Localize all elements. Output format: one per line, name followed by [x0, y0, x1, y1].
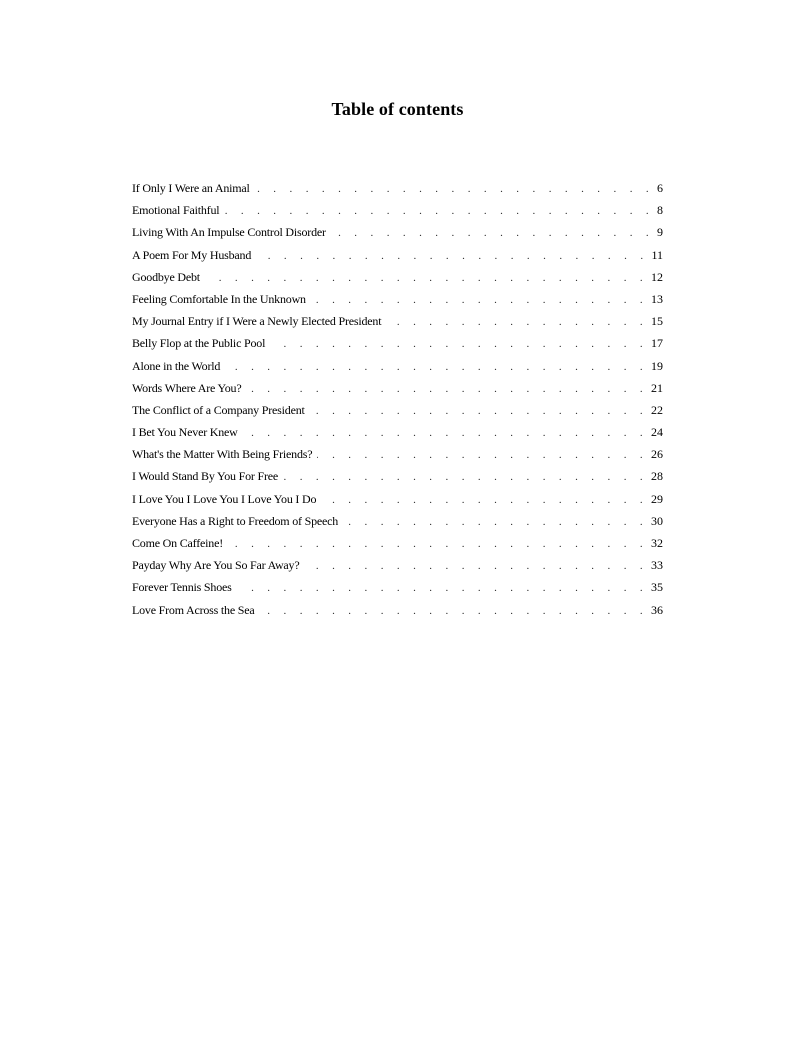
toc-dot-leader [386, 311, 648, 332]
toc-entry-page-number: 32 [651, 536, 663, 550]
toc-entry-page-number: 21 [651, 380, 663, 395]
toc-entry-title: A Poem For My Husband [132, 247, 252, 262]
toc-list [132, 177, 663, 621]
toc-entry[interactable] [132, 443, 663, 465]
toc-entry-title: Feeling Comfortable In the Unknown [132, 291, 306, 306]
toc-entry-page-number: 11 [651, 247, 663, 262]
toc-entry-title: Forever Tennis Shoes [132, 580, 232, 595]
toc-dot-leader [331, 222, 654, 243]
toc-dot-leader [304, 555, 648, 576]
toc-entry-title: I Would Stand By You For Free [132, 469, 279, 484]
toc-entry-title: Everyone Has a Right to Freedom of Speech [132, 513, 339, 528]
toc-entry-title: Alone in the World [132, 358, 221, 373]
toc-entry-page-number: 15 [651, 314, 663, 329]
toc-entry-page-number: 22 [651, 402, 663, 417]
toc-entry[interactable] [132, 221, 663, 243]
toc-entry-page-number: 29 [651, 491, 663, 506]
toc-entry-page-number: 9 [657, 225, 663, 240]
toc-entry-title: I Love You I Love You I Love You I Do [132, 491, 317, 506]
toc-entry[interactable] [132, 266, 663, 288]
toc-entry-page-number: 13 [651, 291, 663, 306]
toc-dot-leader [256, 245, 648, 266]
toc-dot-leader [237, 577, 648, 598]
toc-entry-page-number: 28 [651, 469, 663, 484]
toc-entry[interactable] [132, 377, 663, 399]
toc-entry-page-number: 33 [651, 558, 663, 573]
toc-entry-page-number: 8 [657, 203, 663, 218]
toc-dot-leader [225, 356, 648, 377]
toc-entry-title: What's the Matter With Being Friends? [132, 447, 313, 462]
toc-entry-page-number: 6 [657, 181, 663, 195]
toc-dot-leader [343, 511, 648, 532]
toc-entry[interactable] [132, 554, 663, 576]
toc-entry-title: Emotional Faithful [132, 203, 220, 218]
toc-dot-leader [246, 378, 648, 399]
toc-entry[interactable] [132, 488, 663, 510]
toc-entry[interactable] [132, 355, 663, 377]
toc-entry-page-number: 19 [651, 358, 663, 373]
toc-entry-page-number: 35 [651, 580, 663, 595]
toc-entry-title: My Journal Entry if I Were a Newly Elected President [132, 314, 382, 329]
toc-entry[interactable] [132, 288, 663, 310]
toc-entry[interactable] [132, 332, 663, 354]
toc-entry-page-number: 30 [651, 513, 663, 528]
toc-entry-title: Words Where Are You? [132, 380, 242, 395]
toc-dot-leader [205, 267, 648, 288]
toc-entry[interactable] [132, 244, 663, 266]
toc-title: Table of contents [331, 99, 464, 119]
toc-dot-leader [255, 178, 654, 199]
toc-entry[interactable] [132, 599, 663, 621]
toc-entry-title: Love From Across the Sea [132, 602, 255, 617]
toc-entry[interactable] [132, 465, 663, 487]
toc-entry[interactable] [132, 576, 663, 598]
toc-entry[interactable] [132, 177, 663, 199]
toc-entry[interactable] [132, 421, 663, 443]
toc-entry-title: Living With An Impulse Control Disorder [132, 225, 326, 240]
toc-dot-leader [317, 444, 648, 465]
toc-entry-title: Come On Caffeine! [132, 536, 224, 550]
toc-entry-title: The Conflict of a Company President [132, 402, 305, 417]
toc-entry-title: Payday Why Are You So Far Away? [132, 558, 300, 573]
toc-entry[interactable] [132, 510, 663, 532]
toc-dot-leader [224, 200, 654, 221]
toc-entry-title: Belly Flop at the Public Pool [132, 336, 266, 351]
toc-entry[interactable] [132, 310, 663, 332]
toc-dot-leader [283, 466, 648, 487]
toc-dot-leader [321, 489, 648, 510]
toc-entry-title: I Bet You Never Knew [132, 425, 238, 440]
toc-dot-leader [228, 533, 648, 554]
toc-entry-title: If Only I Were an Animal [132, 181, 250, 195]
toc-dot-leader [310, 400, 648, 421]
toc-dot-leader [311, 289, 648, 310]
toc-entry[interactable] [132, 199, 663, 221]
toc-entry-page-number: 12 [651, 269, 663, 284]
toc-entry-page-number: 36 [651, 602, 663, 617]
toc-dot-leader [260, 600, 648, 621]
toc-dot-leader [270, 333, 648, 354]
toc-entry-page-number: 24 [651, 425, 663, 440]
toc-entry-page-number: 17 [651, 336, 663, 351]
toc-entry[interactable] [132, 399, 663, 421]
toc-entry-page-number: 26 [651, 447, 663, 462]
toc-dot-leader [243, 422, 648, 443]
toc-entry[interactable] [132, 532, 663, 554]
toc-entry-title: Goodbye Debt [132, 269, 200, 284]
